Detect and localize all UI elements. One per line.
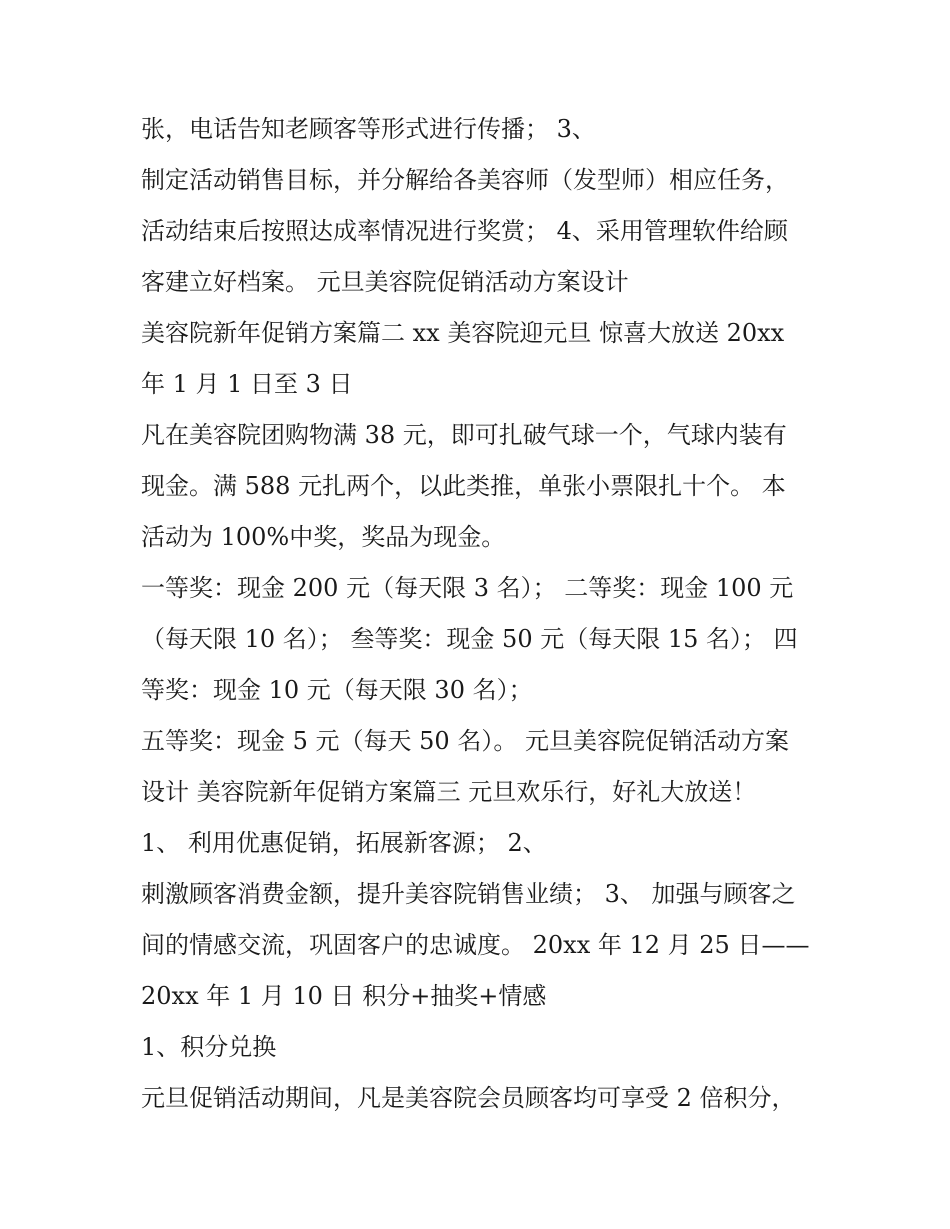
text-line: 一等奖：现金 200 元（每天限 3 名）； 二等奖：现金 100 元 [141, 574, 794, 602]
document-body [141, 104, 841, 1124]
text-line: 20xx 年 1 月 10 日 积分+抽奖+情感 [141, 982, 547, 1010]
text-line: 活动为 100%中奖，奖品为现金。 [141, 523, 506, 551]
text-line: 活动结束后按照达成率情况进行奖赏； 4、采用管理软件给顾 [141, 217, 788, 245]
text-line: 年 1 月 1 日至 3 日 [141, 370, 353, 398]
text-line: 等奖：现金 10 元（每天限 30 名）； [141, 676, 533, 704]
text-line: 制定活动销售目标，并分解给各美容师（发型师）相应任务， [141, 166, 789, 194]
text-line: 五等奖：现金 5 元（每天 50 名）。 元旦美容院促销活动方案 [141, 727, 789, 755]
text-line: 间的情感交流，巩固客户的忠诚度。 20xx 年 12 月 25 日—— [141, 931, 810, 959]
text-line: 现金。满 588 元扎两个，以此类推，单张小票限扎十个。 本 [141, 472, 786, 500]
text-line: 客建立好档案。 元旦美容院促销活动方案设计 [141, 268, 629, 296]
text-line: 1、积分兑换 [141, 1033, 277, 1061]
text-line: 元旦促销活动期间，凡是美容院会员顾客均可享受 2 倍积分， [141, 1084, 796, 1112]
text-line: 设计 美容院新年促销方案篇三 元旦欢乐行，好礼大放送！ [141, 778, 757, 806]
text-line: 刺激顾客消费金额，提升美容院销售业绩； 3、 加强与顾客之 [141, 880, 796, 908]
text-line: 凡在美容院团购物满 38 元，即可扎破气球一个，气球内装有 [141, 421, 787, 449]
text-line: 张，电话告知老顾客等形式进行传播； 3、 [141, 115, 596, 143]
text-line: （每天限 10 名）； 叁等奖：现金 50 元（每天限 15 名）； 四 [141, 625, 798, 653]
text-line: 1、 利用优惠促销，拓展新客源； 2、 [141, 829, 547, 857]
text-line: 美容院新年促销方案篇二 xx 美容院迎元旦 惊喜大放送 20xx [141, 319, 785, 347]
